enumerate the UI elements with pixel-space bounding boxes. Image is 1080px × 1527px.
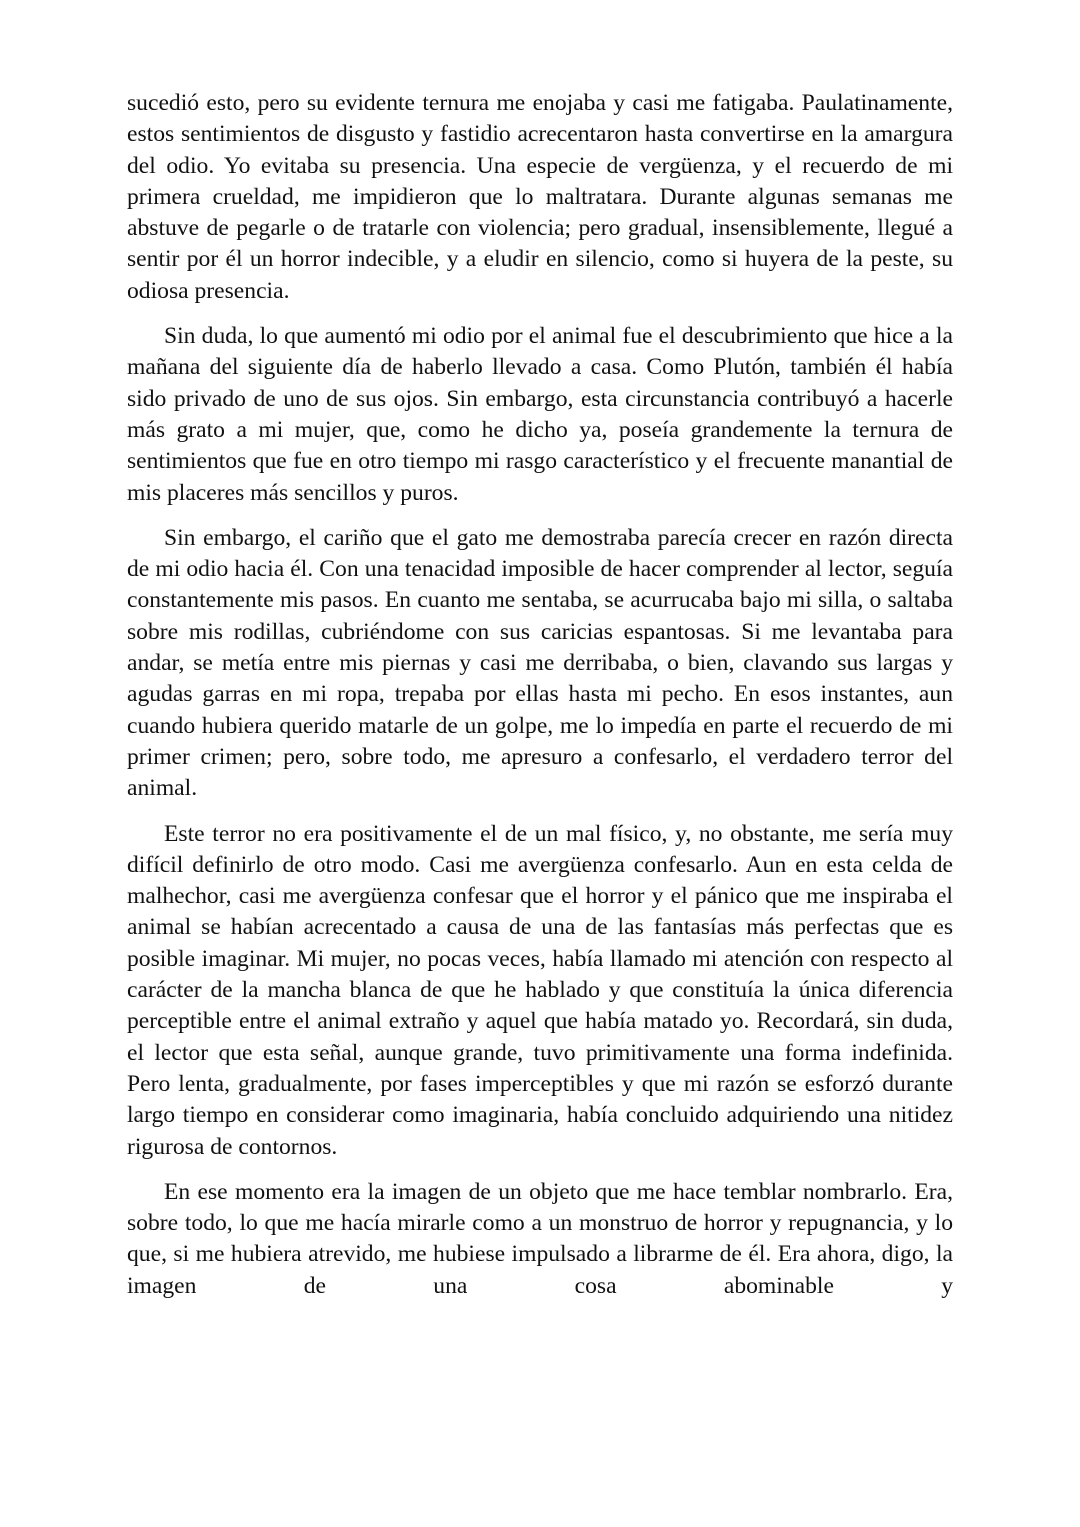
paragraph-2: Sin duda, lo que aumentó mi odio por el animal fue el descubrimiento que hice a la mañana del siguiente día de haberlo llevado a casa. Como Plutón, también él había sido privado de uno de sus ojos. Sin embargo, esta circunstancia contribuyó a hacerle más grato a mi mujer, que, como he dicho ya, poseía grandemente la ternura de sentimientos que fue en otro tiempo mi rasgo característico y el frecuente manantial de mis placeres más sencillos y puros. bbox=[127, 323, 953, 506]
paragraph-3: Sin embargo, el cariño que el gato me demostraba parecía crecer en razón directa de mi odio hacia él. Con una tenacidad imposible de hacer comprender al lector, seguía constantemente mis pasos. En cuanto me sentaba, se acurrucaba bajo mi silla, o saltaba sobre mis rodillas, cubriéndome con sus caricias espantosas. Si me levantaba para andar, se metía entre mis piernas y casi me derribaba, o bien, clavando sus largas y agudas garras en mi ropa, trepaba por ellas hasta mi pecho. En esos instantes, aun cuando hubiera querido matarle de un golpe, me lo impedía en parte el recuerdo de mi primer crimen; pero, sobre todo, me apresuro a confesarlo, el verdadero terror del animal. bbox=[127, 524, 953, 802]
paragraph-1: sucedió esto, pero su evidente ternura me enojaba y casi me fatigaba. Paulatinamente, estos sentimientos de disgusto y fastidio acrecentaron hasta convertirse en la amargura del odio. Yo evitaba su presencia. Una especie de vergüenza, y el recuerdo de mi primera crueldad, me impidieron que lo maltratara. Durante algunas semanas me abstuve de pegarle o de tratarle con violencia; pero gradual, insensiblemente, llegué a sentir por él un horror indecible, y a eludir en silencio, como si huyera de la peste, su odiosa presencia. bbox=[127, 90, 953, 304]
page-body bbox=[127, 88, 953, 1316]
paragraph-5: En ese momento era la imagen de un objeto que me hace temblar nombrarlo. Era, sobre todo, lo que me hacía mirarle como a un monstruo de horror y repugnancia, y lo que, si me hubiera atrevido, me hubiese impulsado a librarme de él. Era ahora, digo, la imagen de una cosa abominable y bbox=[127, 1178, 953, 1299]
paragraph-4: Este terror no era positivamente el de un mal físico, y, no obstante, me sería muy difícil definirlo de otro modo. Casi me avergüenza confesarlo. Aun en esta celda de malhechor, casi me avergüenza confesar que el horror y el pánico que me inspiraba el animal se habían acrecentado a causa de una de las fantasías más perfectas que es posible imaginar. Mi mujer, no pocas veces, había llamado mi atención con respecto al carácter de la mancha blanca de que he hablado y que constituía la única diferencia perceptible entre el animal extraño y aquel que había matado yo. Recordará, sin duda, el lector que esta señal, aunque grande, tuvo primitivamente una forma indefinida. Pero lenta, gradualmente, por fases imperceptibles y que mi razón se esforzó durante largo tiempo en considerar como imaginaria, había concluido adquiriendo una nitidez rigurosa de contornos. bbox=[127, 820, 953, 1160]
